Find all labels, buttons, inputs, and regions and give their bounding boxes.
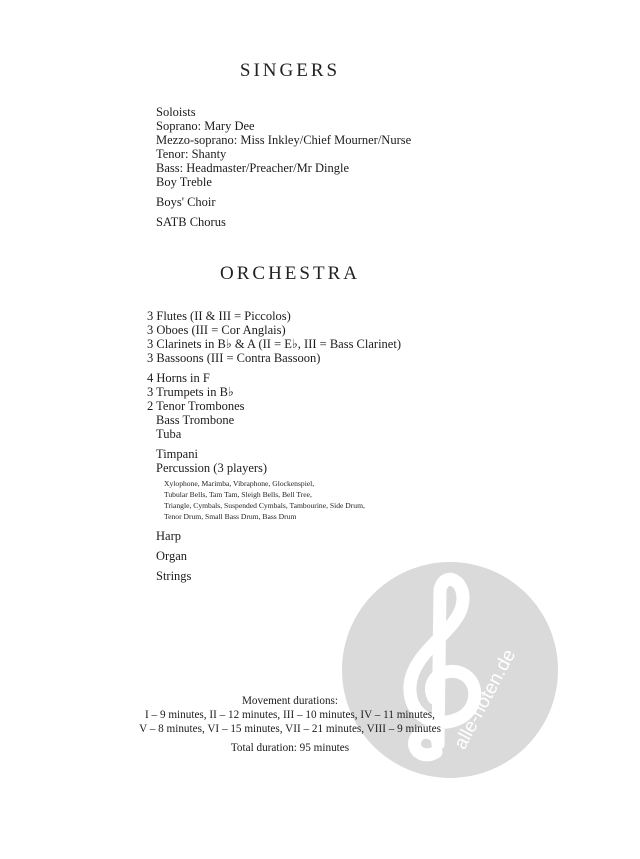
durations-line-2: V – 8 minutes, VI – 15 minutes, VII – 21 minutes, VIII – 9 minutes bbox=[139, 723, 441, 735]
brass-trumpets: 3 Trumpets in B♭ bbox=[147, 385, 234, 399]
singer-bass: Bass: Headmaster/Preacher/Mr Dingle bbox=[156, 161, 349, 175]
durations-line-1: I – 9 minutes, II – 12 minutes, III – 10 minutes, IV – 11 minutes, bbox=[145, 709, 435, 721]
brass-horns: 4 Horns in F bbox=[147, 371, 210, 385]
singers-heading: SINGERS bbox=[239, 60, 341, 81]
percussion-detail-line: Triangle, Cymbals, Suspended Cymbals, Tambourine, Side Drum, bbox=[164, 501, 365, 510]
timpani: Timpani bbox=[156, 447, 198, 461]
strings: Strings bbox=[156, 569, 192, 583]
percussion-detail-line: Xylophone, Marimba, Vibraphone, Glockenspiel, bbox=[164, 479, 315, 488]
percussion-detail-line: Tubular Bells, Tam Tam, Sleigh Bells, Bell Tree, bbox=[164, 490, 312, 499]
brass-tuba: Tuba bbox=[156, 427, 182, 441]
singer-soprano: Soprano: Mary Dee bbox=[156, 119, 255, 133]
singer-tenor: Tenor: Shanty bbox=[156, 147, 227, 161]
singer-boy-treble: Boy Treble bbox=[156, 175, 212, 189]
woodwind-clarinets: 3 Clarinets in B♭ & A (II = E♭, III = Bass Clarinet) bbox=[147, 337, 401, 351]
singer-soloists: Soloists bbox=[156, 105, 196, 119]
boys-choir: Boys' Choir bbox=[156, 195, 216, 209]
total-duration: Total duration: 95 minutes bbox=[230, 742, 350, 754]
satb-chorus: SATB Chorus bbox=[156, 215, 226, 229]
watermark-text: alle-noten.de bbox=[450, 645, 521, 753]
woodwind-flutes: 3 Flutes (II & III = Piccolos) bbox=[147, 309, 291, 323]
singer-mezzo: Mezzo-soprano: Miss Inkley/Chief Mourner/Nurse bbox=[156, 133, 412, 147]
brass-bass-trombone: Bass Trombone bbox=[156, 413, 235, 427]
harp: Harp bbox=[156, 529, 181, 543]
durations-title: Movement durations: bbox=[241, 695, 338, 707]
orchestra-heading: ORCHESTRA bbox=[220, 263, 360, 284]
woodwind-oboes: 3 Oboes (III = Cor Anglais) bbox=[147, 323, 286, 337]
percussion-detail-line: Tenor Drum, Small Bass Drum, Bass Drum bbox=[164, 512, 297, 521]
woodwind-bassoons: 3 Bassoons (III = Contra Bassoon) bbox=[147, 351, 321, 365]
brass-tenor-trombones: 2 Tenor Trombones bbox=[147, 399, 245, 413]
organ: Organ bbox=[156, 549, 188, 563]
percussion: Percussion (3 players) bbox=[156, 461, 268, 475]
